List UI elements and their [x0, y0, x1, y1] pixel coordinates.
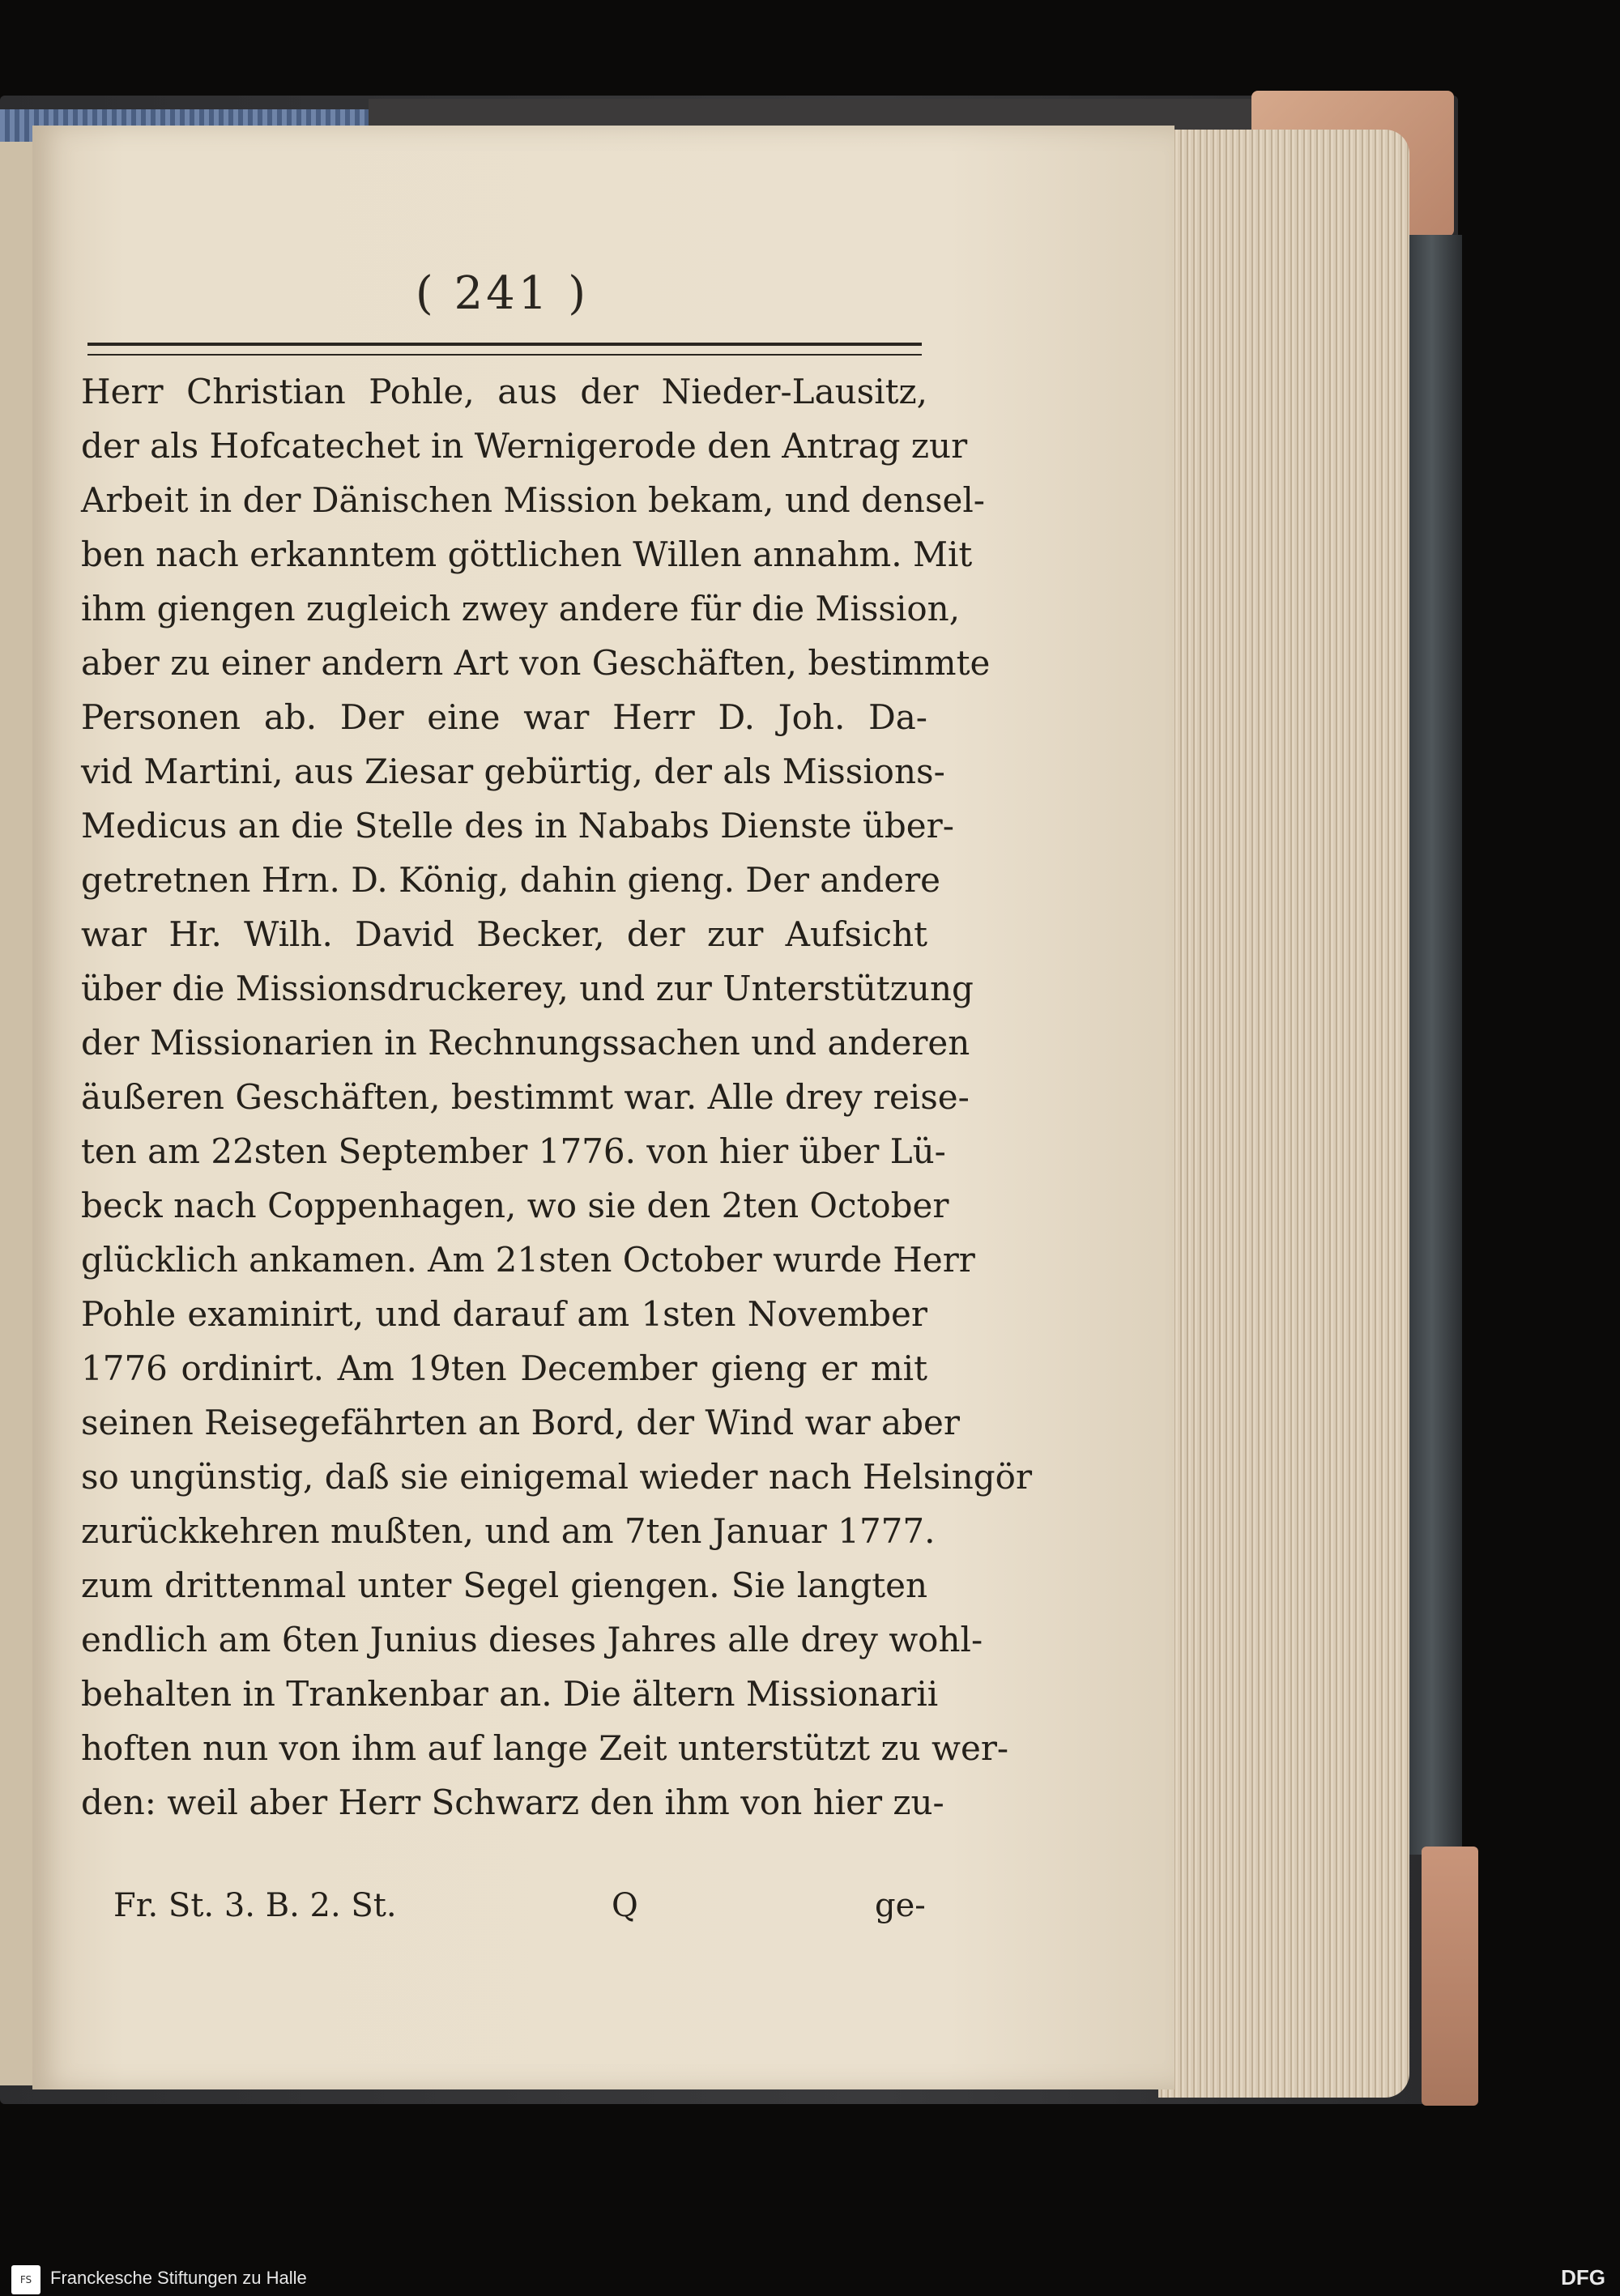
text-line: so ungünstig, daß sie einigemal wieder nach Helsingör [81, 1457, 1033, 1497]
text-line: Pohle examinirt, und darauf am 1sten November [81, 1294, 927, 1334]
catchword: ge- [875, 1887, 926, 1924]
sheet-signature: Fr. St. 3. B. 2. St. [113, 1887, 397, 1924]
text-line: Personen ab. Der eine war Herr D. Joh. Da- [81, 697, 927, 737]
text-line: ben nach erkanntem göttlichen Willen annahm. Mit [81, 535, 973, 574]
text-line: Arbeit in der Dänischen Mission bekam, und densel- [81, 480, 985, 520]
institution-logo: FS [11, 2265, 40, 2294]
text-line: zum drittenmal unter Segel giengen. Sie langten [81, 1565, 927, 1605]
text-line: der Missionarien in Rechnungssachen und anderen [81, 1023, 970, 1063]
gutter-page-edge [0, 142, 32, 2085]
page-number: ( 241 ) [415, 267, 590, 320]
page-footer [113, 1887, 926, 1944]
text-line: aber zu einer andern Art von Geschäften, bestimmte [81, 643, 991, 683]
funder-mark: DFG [1561, 2265, 1605, 2290]
text-line: vid Martini, aus Ziesar gebürtig, der als Missions- [81, 752, 945, 791]
text-line: über die Missionsdruckerey, und zur Unterstützung [81, 969, 974, 1008]
text-line: endlich am 6ten Junius dieses Jahres alle drey wohl- [81, 1620, 983, 1659]
cover-right-edge [1401, 235, 1462, 1855]
text-line: äußeren Geschäften, bestimmt war. Alle drey reise- [81, 1077, 970, 1117]
text-line: 1776 ordinirt. Am 19ten December gieng er mit [81, 1348, 927, 1388]
text-line: ten am 22sten September 1776. von hier über Lü- [81, 1131, 946, 1171]
sheet-letter: Q [612, 1887, 638, 1924]
text-line: den: weil aber Herr Schwarz den ihm von hier zu- [81, 1783, 944, 1822]
text-line: war Hr. Wilh. David Becker, der zur Aufsicht [81, 914, 927, 954]
text-line: beck nach Coppenhagen, wo sie den 2ten October [81, 1186, 949, 1225]
page-body [81, 364, 1033, 1830]
text-line: glücklich ankamen. Am 21sten October wurde Herr [81, 1240, 975, 1280]
text-line: getretnen Hrn. D. König, dahin gieng. Der andere [81, 860, 941, 900]
text-line: behalten in Trankenbar an. Die ältern Missionarii [81, 1674, 939, 1714]
text-line: ihm giengen zugleich zwey andere für die Mission, [81, 589, 961, 628]
header-rule [87, 343, 922, 356]
page-fore-edge [1158, 130, 1409, 2098]
text-line: der als Hofcatechet in Wernigerode den Antrag zur [81, 426, 968, 466]
text-line: Herr Christian Pohle, aus der Nieder-Lausitz, [81, 372, 927, 411]
text-line: zurückkehren mußten, und am 7ten Januar 1777. [81, 1511, 936, 1551]
text-line: seinen Reisegefährten an Bord, der Wind war aber [81, 1403, 960, 1442]
text-line: hoften nun von ihm auf lange Zeit unterstützt zu wer- [81, 1728, 1009, 1768]
institution-credit: Franckesche Stiftungen zu Halle [50, 2268, 307, 2288]
text-line: Medicus an die Stelle des in Nababs Dienste über- [81, 806, 954, 846]
leather-corner-bottom [1422, 1847, 1478, 2106]
